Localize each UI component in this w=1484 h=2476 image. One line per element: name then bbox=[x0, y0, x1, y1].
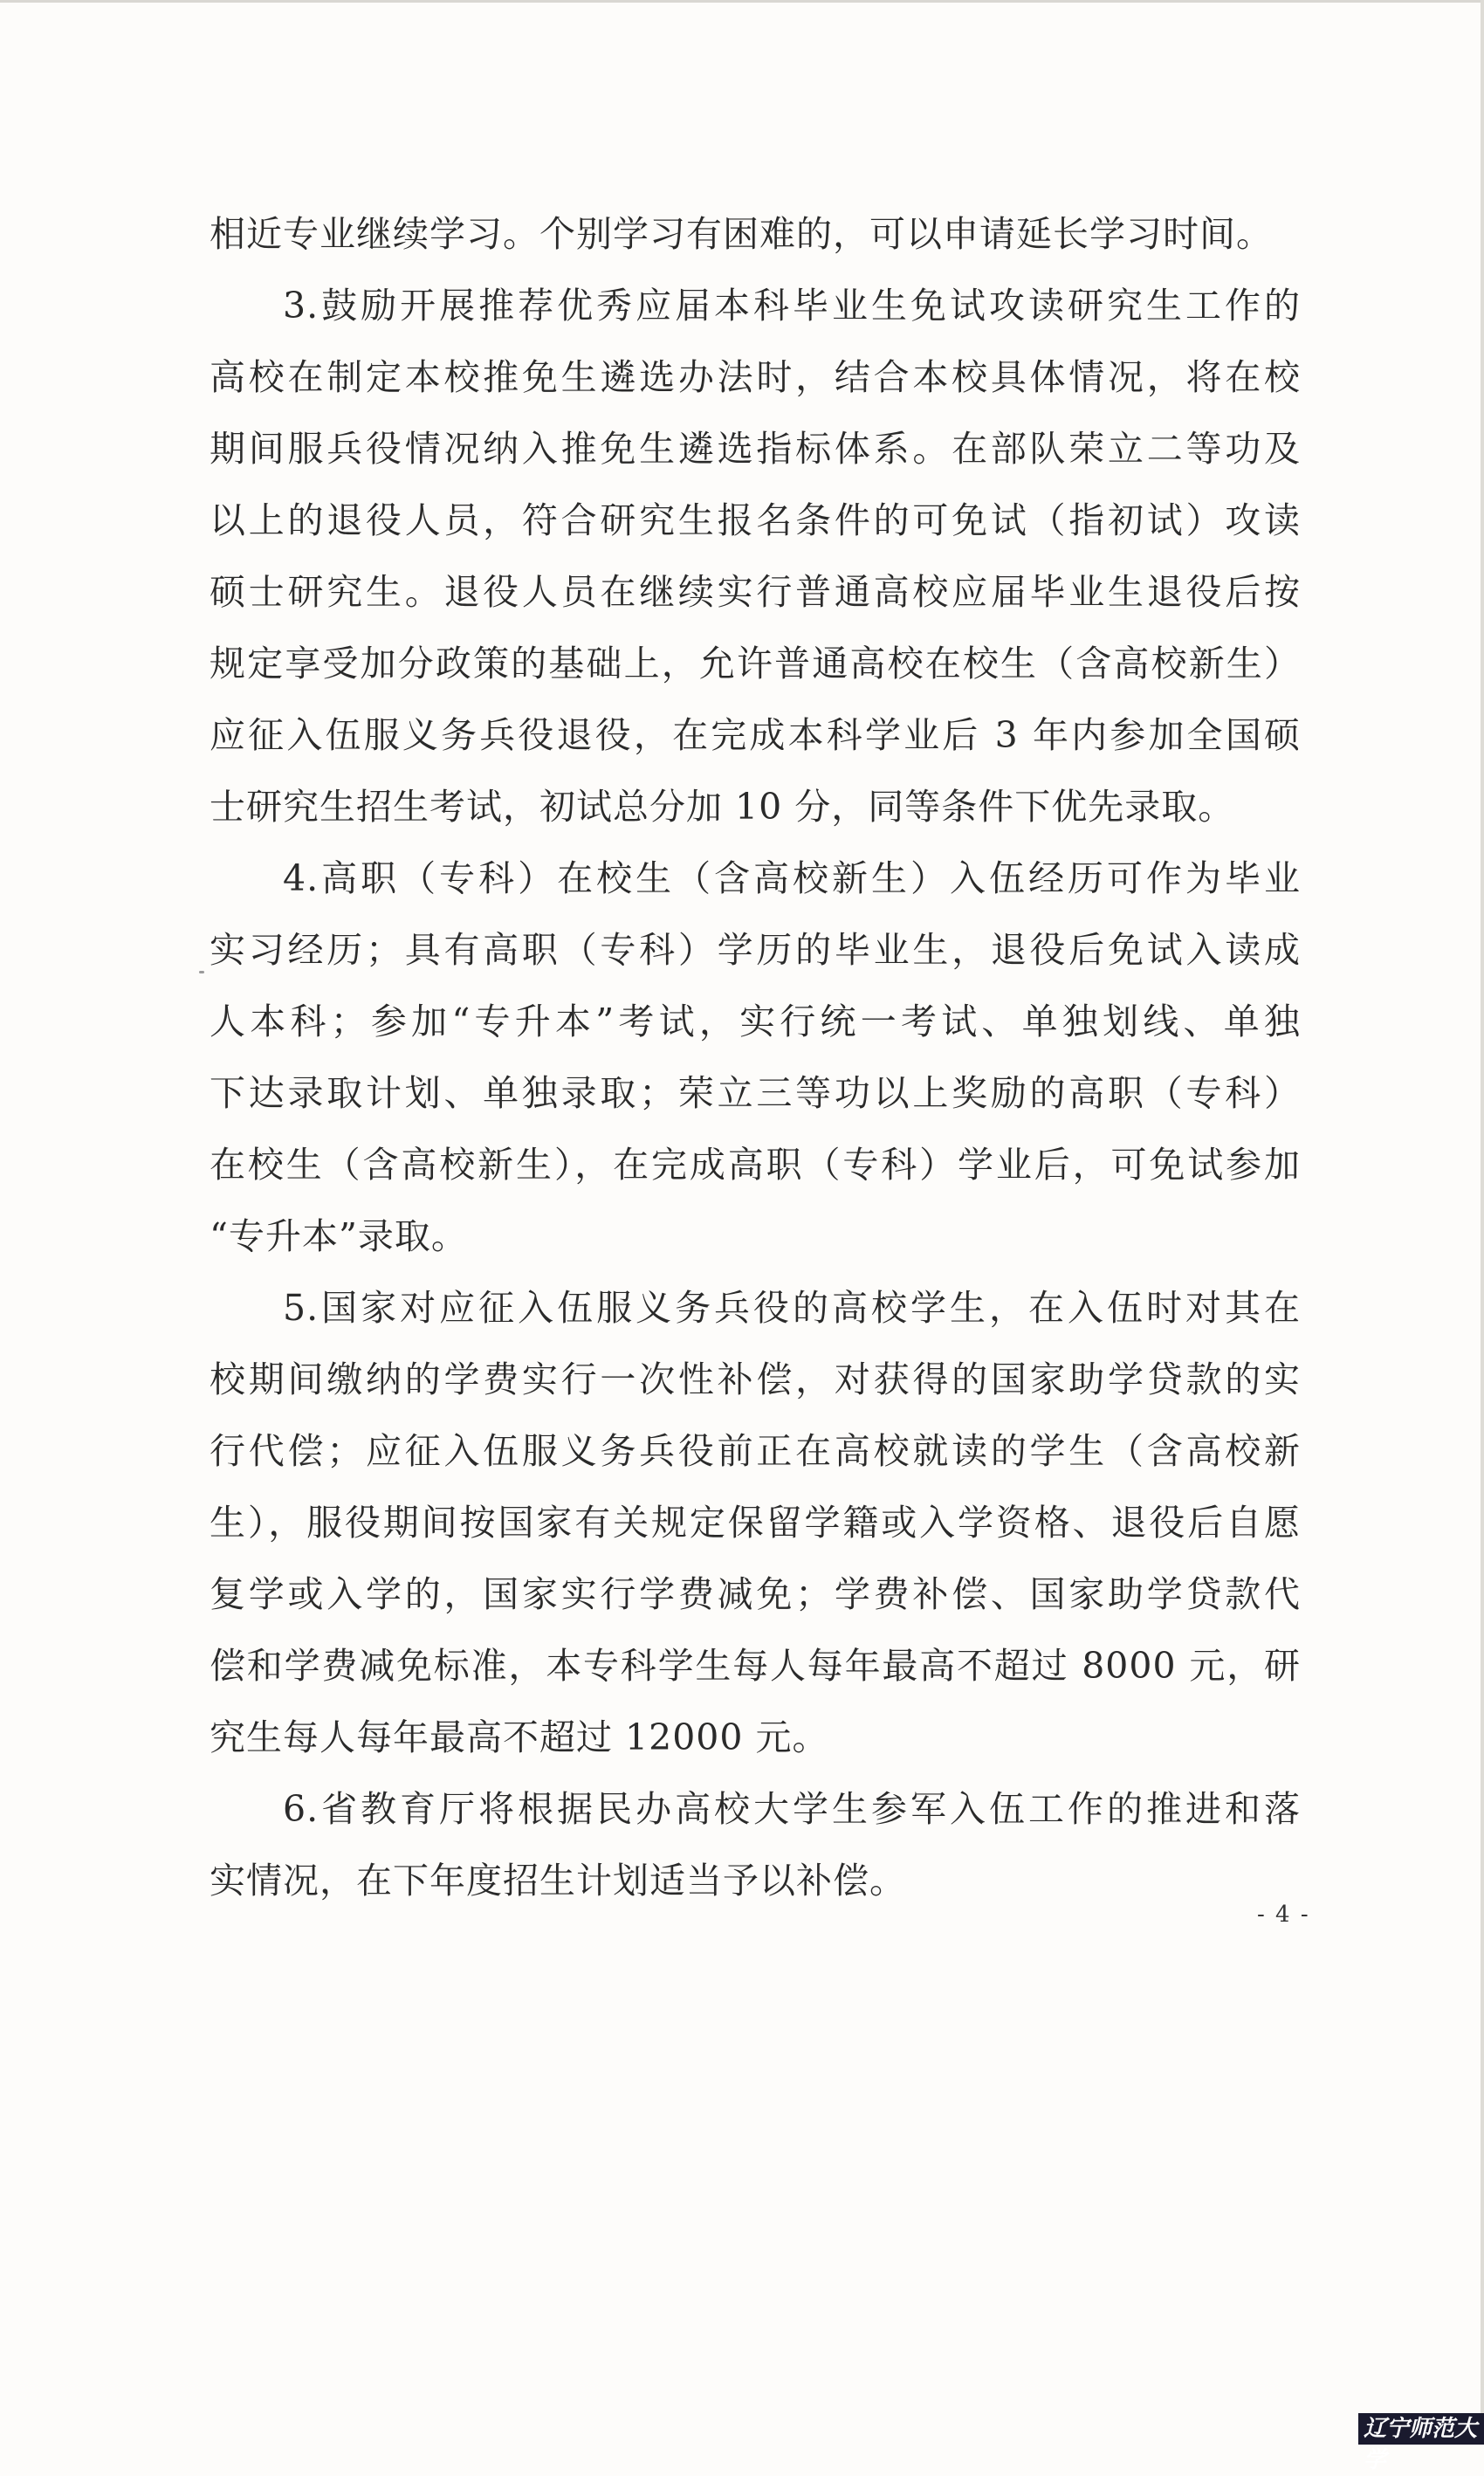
text-line: 规定享受加分政策的基础上，允许普通高校在校生（含高校新生） bbox=[210, 643, 1301, 684]
scan-edge-top bbox=[0, 0, 1484, 3]
text-line: 硕士研究生。退役人员在继续实行普通高校应届毕业生退役后按 bbox=[210, 571, 1301, 613]
paragraph-6-start: 6.省教育厅将根据民办高校大学生参军入伍工作的推进和落 bbox=[283, 1788, 1301, 1830]
text-line: 行代偿；应征入伍服义务兵役前正在高校就读的学生（含高校新 bbox=[210, 1430, 1301, 1472]
text-line: 以上的退役人员，符合研究生报名条件的可免试（指初试）攻读 bbox=[210, 499, 1301, 541]
text-line: “专升本”录取。 bbox=[210, 1215, 468, 1257]
paragraph-5-start: 5.国家对应征入伍服义务兵役的高校学生，在入伍时对其在 bbox=[283, 1287, 1301, 1329]
text-line: 应征入伍服义务兵役退役，在完成本科学业后 3 年内参加全国硕 bbox=[210, 714, 1301, 756]
paragraph-3-start: 3.鼓励开展推荐优秀应届本科毕业生免试攻读研究生工作的 bbox=[283, 285, 1301, 327]
text-line: 高校在制定本校推免生遴选办法时，结合本校具体情况，将在校 bbox=[210, 356, 1301, 398]
watermark-logo: 辽宁师范大学 bbox=[1358, 2413, 1484, 2445]
text-line: 复学或入学的，国家实行学费减免；学费补偿、国家助学贷款代 bbox=[210, 1573, 1301, 1615]
scan-edge-right bbox=[1481, 0, 1484, 2445]
scan-speck bbox=[199, 971, 204, 973]
text-line: 士研究生招生考试，初试总分加 10 分，同等条件下优先录取。 bbox=[210, 786, 1235, 828]
paragraph-4-start: 4.高职（专科）在校生（含高校新生）入伍经历可作为毕业 bbox=[283, 857, 1301, 899]
text-line: 实情况，在下年度招生计划适当予以补偿。 bbox=[210, 1860, 906, 1902]
page-number: - 4 - bbox=[1257, 1902, 1310, 1928]
text-line: 相近专业继续学习。个别学习有困难的，可以申请延长学习时间。 bbox=[210, 213, 1273, 255]
text-line: 校期间缴纳的学费实行一次性补偿，对获得的国家助学贷款的实 bbox=[210, 1358, 1301, 1400]
text-line: 下达录取计划、单独录取；荣立三等功以上奖励的高职（专科） bbox=[210, 1072, 1301, 1114]
text-line: 生），服役期间按国家有关规定保留学籍或入学资格、退役后自愿 bbox=[210, 1502, 1301, 1544]
text-line: 实习经历；具有高职（专科）学历的毕业生，退役后免试入读成 bbox=[210, 929, 1301, 971]
text-line: 在校生（含高校新生），在完成高职（专科）学业后，可免试参加 bbox=[210, 1144, 1301, 1186]
text-line: 人本科；参加“专升本”考试，实行统一考试、单独划线、单独 bbox=[210, 1001, 1301, 1042]
text-line: 偿和学费减免标准，本专科学生每人每年最高不超过 8000 元，研 bbox=[210, 1645, 1301, 1687]
text-line: 究生每人每年最高不超过 12000 元。 bbox=[210, 1716, 829, 1758]
text-line: 期间服兵役情况纳入推免生遴选指标体系。在部队荣立二等功及 bbox=[210, 428, 1301, 470]
